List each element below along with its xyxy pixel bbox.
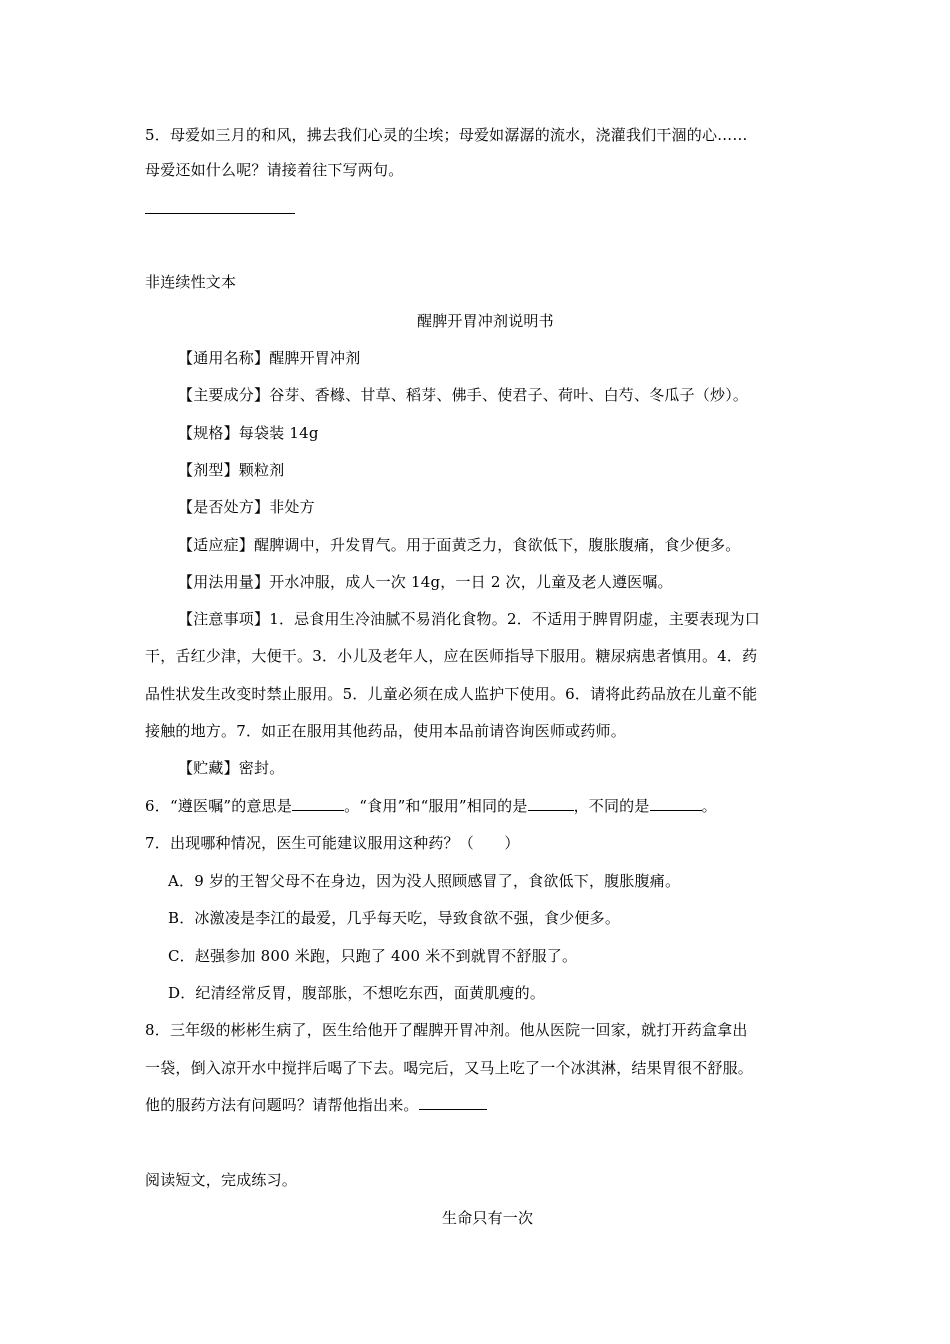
question-7-stem: 7．出现哪种情况，医生可能建议服用这种药？（ ） xyxy=(145,834,520,852)
question-6-text-1: 6．“遵医嘱”的意思是 xyxy=(145,797,293,815)
question-6-text-4: 。 xyxy=(701,797,717,815)
reading-instruction: 阅读短文，完成练习。 xyxy=(145,1171,298,1189)
instruction-spec: 【规格】每袋装 14g xyxy=(178,424,319,442)
instruction-indication: 【适应症】醒脾调中，升发胃气。用于面黄乏力，食欲低下，腹胀腹痛，食少便多。 xyxy=(178,536,741,554)
instruction-usage: 【用法用量】开水冲服，成人一次 14g，一日 2 次，儿童及老人遵医嘱。 xyxy=(178,573,673,591)
answer-blank-q6-different[interactable] xyxy=(650,796,702,811)
instruction-ingredients: 【主要成分】谷芽、香橼、甘草、稻芽、佛手、使君子、荷叶、白芍、冬瓜子（炒）。 xyxy=(178,386,749,404)
answer-blank-q8[interactable] xyxy=(419,1095,487,1110)
question-6-text-3: ，不同的是 xyxy=(573,797,650,815)
question-5-line-1: 5．母爱如三月的和风，拂去我们心灵的尘埃；母爱如潺潺的流水，浇灌我们干涸的心…… xyxy=(145,126,748,144)
instruction-notes-line-4: 接触的地方。7．如正在服用其他药品，使用本品前请咨询医师或药师。 xyxy=(145,722,626,740)
question-6-text-2: 。“食用”和“服用”相同的是 xyxy=(344,797,528,815)
question-7-option-c[interactable]: C．赵强参加 800 米跑，只跑了 400 米不到就胃不舒服了。 xyxy=(168,947,578,965)
question-8-line-3-text: 他的服药方法有问题吗？请帮他指出来。 xyxy=(145,1096,419,1114)
instruction-storage: 【贮藏】密封。 xyxy=(178,759,285,777)
section-label: 非连续性文本 xyxy=(145,273,237,291)
question-8-line-1: 8．三年级的彬彬生病了，医生给他开了醒脾开胃冲剂。他从医院一回家，就打开药盒拿出 xyxy=(145,1021,748,1039)
instruction-generic-name: 【通用名称】醒脾开胃冲剂 xyxy=(178,349,361,367)
instruction-form: 【剂型】颗粒剂 xyxy=(178,461,285,479)
answer-blank-q6-same[interactable] xyxy=(528,796,574,811)
passage-title: 生命只有一次 xyxy=(442,1209,534,1227)
question-7-option-a[interactable]: A．9 岁的王智父母不在身边，因为没人照顾感冒了，食欲低下，腹胀腹痛。 xyxy=(168,872,681,890)
instruction-prescription: 【是否处方】非处方 xyxy=(178,498,315,516)
question-7-option-d[interactable]: D．纪清经常反胃，腹部胀，不想吃东西，面黄肌瘦的。 xyxy=(168,984,546,1002)
question-8-line-2: 一袋，倒入凉开水中搅拌后喝了下去。喝完后，又马上吃了一个冰淇淋，结果胃很不舒服。 xyxy=(145,1059,754,1077)
answer-blank-q5[interactable] xyxy=(145,213,295,214)
question-5-line-2: 母爱还如什么呢？请接着往下写两句。 xyxy=(145,161,404,179)
question-7-option-b[interactable]: B．冰激凌是李江的最爱，几乎每天吃，导致食欲不强，食少便多。 xyxy=(168,909,621,927)
answer-blank-q6-meaning[interactable] xyxy=(292,796,344,811)
instruction-notes-line-2: 干，舌红少津，大便干。3．小儿及老年人，应在医师指导下服用。糖尿病患者慎用。4．药 xyxy=(145,647,758,665)
instruction-notes-line-1: 【注意事项】1．忌食用生冷油腻不易消化食物。2．不适用于脾胃阴虚，主要表现为口 xyxy=(178,610,760,628)
instruction-title: 醒脾开胃冲剂说明书 xyxy=(417,312,554,330)
question-8-line-3 xyxy=(145,1095,487,1115)
question-6 xyxy=(145,796,717,816)
instruction-notes-line-3: 品性状发生改变时禁止服用。5．儿童必须在成人监护下使用。6．请将此药品放在儿童不能 xyxy=(145,685,758,703)
